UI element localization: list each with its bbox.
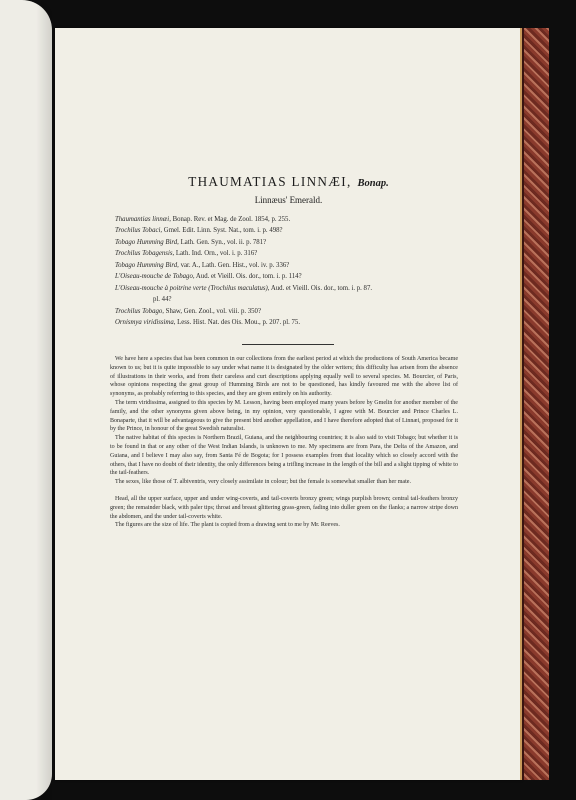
synonym-name: Trochilus Tobago,: [115, 307, 164, 315]
synonym-name: Trochilus Tobagensis,: [115, 250, 175, 258]
body-text: [110, 355, 458, 530]
synonym-reference: Less. Hist. Nat. des Ois. Mou., p. 207. pl. 75.: [175, 318, 301, 326]
synonym-reference: Bonap. Rev. et Mag. de Zool. 1854, p. 255.: [170, 216, 291, 223]
synonym-reference: Lath. Ind. Orn., vol. i. p. 316?: [174, 250, 258, 258]
synonym-name: Ornismya viridissima,: [115, 318, 176, 326]
synonym-list: [115, 214, 515, 328]
synonym-name: Trochilus Tobaci,: [115, 227, 163, 235]
synonym-entry: [115, 317, 515, 328]
synonym-entry: [115, 225, 515, 236]
synonym-name: Thaumantias linnæi,: [115, 216, 171, 223]
synonym-name: L'Oiseau-mouche à poitrine verte (Trochilus maculatus),: [115, 284, 270, 292]
title-authority: Bonap.: [357, 178, 389, 189]
paragraph: The native habitat of this species is Northern Brazil, Guiana, and the neighbouring countries; it is also said to visit Tobago; but whether it is to be found in that or any other of the West Indian Islands, is unknown to me. My specimens are from Para, the Delta of the Amazon, and Guiana, and I believe I may also say, from Santa Fé de Bogota; for I possess examples from that locality which so closely accord with the others, that I have no doubt of their identity, the only differences being a trifling increase in the length of the bill and a slight tipping of white to the tail-feathers.: [110, 435, 458, 477]
paragraph: The figures are the size of life. The plant is copied from a drawing sent to me by Mr. Reeves.: [115, 522, 340, 529]
section-divider: [242, 344, 334, 345]
synonym-reference: Lath. Gen. Syn., vol. ii. p. 781?: [178, 238, 267, 246]
synonym-entry: [115, 283, 515, 294]
title-main: THAUMATIAS LINNÆI,: [188, 174, 352, 189]
synonym-entry-continued: [115, 294, 515, 305]
synonym-entry: [115, 306, 515, 317]
synonym-name: Tobago Humming Bird,: [115, 238, 179, 246]
synonym-reference: var. A., Lath. Gen. Hist., vol. iv. p. 336?: [178, 261, 290, 269]
paragraph: Head, all the upper surface, upper and under wing-coverts, and tail-coverts bronzy green; wings purplish brown; central tail-feathers bronzy green; the remainder black, with paler tips; throat and breast glittering grass-green, fading into duller green on the flanks; a narrow stripe down the abdomen, and the under tail-coverts white.: [110, 495, 458, 520]
synonym-name: L'Oiseau-mouche de Tobago,: [115, 273, 195, 281]
paragraph: The sexes, like those of T. albiventris, very closely assimilate in colour; but the female is somewhat smaller than her mate.: [115, 479, 411, 486]
page-title: [55, 173, 522, 191]
book-binding: [522, 28, 549, 780]
synonym-name: Tobago Humming Bird,: [115, 261, 179, 269]
synonym-entry: [115, 237, 515, 248]
synonym-entry: [115, 271, 515, 282]
synonym-entry: [115, 260, 515, 271]
facing-page-shadow: [36, 0, 52, 800]
synonym-reference: Aud. et Vieill. Ois. dor., tom. i. p. 114?: [194, 273, 302, 281]
synonym-reference: Aud. et Vieill. Ois. dor., tom. i. p. 87.: [269, 284, 373, 292]
paragraph: The term viridissima, assigned to this species by M. Lesson, having been employed many years before by Gmelin for another member of the family, and the other synonyms given above being, in my opinion, very questionable, I agree with M. Bourcier and Prince Charles L. Bonaparte, that it will be advantageous to give the present bird another appellation, and I have therefore adopted that of Linnæi, proposed for it by the Prince, in honour of the great Swedish naturalist.: [110, 399, 458, 433]
paragraph: We have here a species that has been common in our collections from the earliest period at which the productions of South America became known to us; but it is quite impossible to say under what name it is designated by the older writers; this difficulty has arisen from the absence of illustrations in their works, and from their careless and curt descriptions applying equally well to several species. M. Bourcier, of Paris, whose opinions respecting the great group of Humming Birds are not to be questioned, has kindly favoured me with the above list of synonyms, as probably referring to this species, and they are given entirely on his authority.: [110, 356, 458, 398]
synonym-reference: Gmel. Edit. Linn. Syst. Nat., tom. i. p. 498?: [162, 227, 283, 235]
page-subtitle: Linnæus' Emerald.: [254, 195, 323, 205]
synonym-reference: pl. 44?: [153, 296, 172, 304]
synonym-reference: Shaw, Gen. Zool., vol. viii. p. 350?: [163, 307, 261, 315]
synonym-entry: [115, 248, 515, 259]
paragraph-gap: [110, 487, 458, 495]
synonym-entry: [115, 214, 515, 225]
